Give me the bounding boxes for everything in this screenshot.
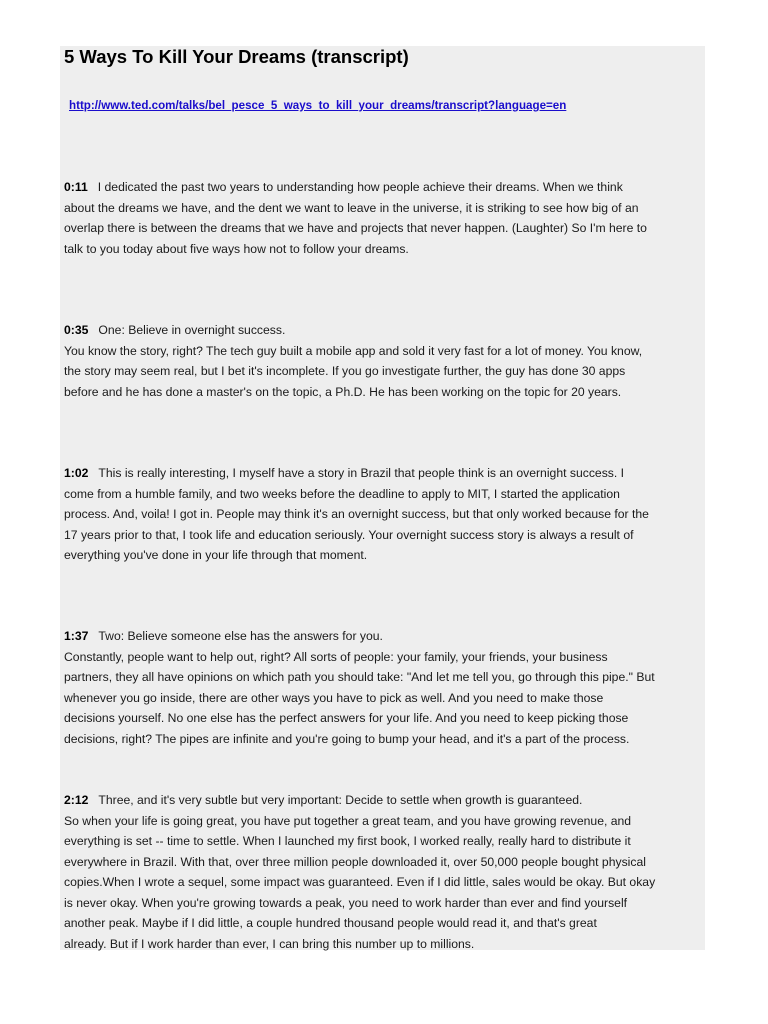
paragraph-line: everywhere in Brazil. With that, over three million people downloaded it, over 50,000 people bought physical <box>64 854 646 869</box>
timestamp: 0:11 <box>64 180 88 194</box>
paragraph-line: You know the story, right? The tech guy built a mobile app and sold it very fast for a lot of money. You know, <box>64 343 643 358</box>
paragraph-line: everything you've done in your life through that moment. <box>64 548 368 562</box>
paragraph-line: Constantly, people want to help out, right? All sorts of people: your family, your friends, your business <box>64 649 608 664</box>
paragraph-line: process. And, voila! I got in. People may think it's an overnight success, but that only worked because for the <box>64 507 649 521</box>
paragraph-line: decisions, right? The pipes are infinite and you're going to bump your head, and it's a part of the process. <box>64 731 630 746</box>
paragraph-text: One: Believe in overnight success. <box>98 323 286 337</box>
paragraph-line <box>64 320 709 341</box>
paragraph-line: is never okay. When you're growing towards a peak, you need to work harder than ever and find yourself <box>64 895 628 910</box>
paragraph-line: So when your life is going great, you have put together a great team, and you have growing revenue, and <box>64 813 632 828</box>
paragraph-line: whenever you go inside, there are other ways you have to pick as well. And you need to make those <box>64 690 604 705</box>
paragraph-text: I dedicated the past two years to understanding how people achieve their dreams. When we think <box>97 180 623 194</box>
ted-transcript-link[interactable]: http://www.ted.com/talks/bel_pesce_5_ways_to_kill_your_dreams/transcript?language=en <box>69 99 567 112</box>
timestamp: 2:12 <box>64 793 89 807</box>
paragraph-line: come from a humble family, and two weeks before the deadline to apply to MIT, I started the application <box>64 486 620 501</box>
paragraph-line: talk to you today about five ways how not to follow your dreams. <box>64 241 409 256</box>
paragraph-line: already. But if I work harder than ever, I can bring this number up to millions. <box>64 936 475 951</box>
paragraph-line <box>64 790 709 811</box>
transcript-paragraph <box>64 463 709 566</box>
timestamp: 1:37 <box>64 629 89 643</box>
paragraph-line: everything is set -- time to settle. When I launched my first book, I worked really, really hard to distribute it <box>64 834 631 848</box>
paragraph-line: 17 years prior to that, I took life and education seriously. Your overnight success story is always a result of <box>64 527 634 542</box>
paragraph-text: This is really interesting, I myself have a story in Brazil that people think is an overnight success. I <box>98 466 625 480</box>
paragraph-text: Three, and it's very subtle but very important: Decide to settle when growth is guaranteed. <box>98 793 583 807</box>
transcript-paragraph <box>64 177 709 259</box>
document-title: 5 Ways To Kill Your Dreams (transcript) <box>64 46 409 67</box>
paragraph-line: partners, they all have opinions on which path you should take: "And let me tell you, go through this pipe." But <box>64 670 655 684</box>
paragraph-line: copies.When I wrote a sequel, some impact was guaranteed. Even if I did little, sales would be okay. But okay <box>64 875 656 889</box>
transcript-paragraph <box>64 790 709 954</box>
paragraph-line <box>64 177 709 198</box>
paragraph-line: another peak. Maybe if I did little, a couple hundred thousand people would read it, and that's great <box>64 916 597 930</box>
paragraph-line: overlap there is between the dreams that we have and projects that never happen. (Laughter) So I'm here to <box>64 221 647 235</box>
paragraph-line: before and he has done a master's on the topic, a Ph.D. He has been working on the topic for 20 years. <box>64 384 622 399</box>
transcript-paragraph <box>64 626 709 749</box>
paragraph-line: about the dreams we have, and the dent we want to leave in the universe, it is striking to see how big of an <box>64 200 639 215</box>
paragraph-line: decisions yourself. No one else has the perfect answers for your life. And you need to keep picking those <box>64 711 629 725</box>
paragraph-text: Two: Believe someone else has the answers for you. <box>98 629 383 643</box>
timestamp: 0:35 <box>64 323 89 337</box>
transcript-paragraph <box>64 320 709 402</box>
paragraph-line <box>64 626 709 647</box>
paragraph-line: the story may seem real, but I bet it's incomplete. If you go investigate further, the guy has done 30 apps <box>64 364 626 378</box>
timestamp: 1:02 <box>64 466 89 480</box>
paragraph-line <box>64 463 709 484</box>
